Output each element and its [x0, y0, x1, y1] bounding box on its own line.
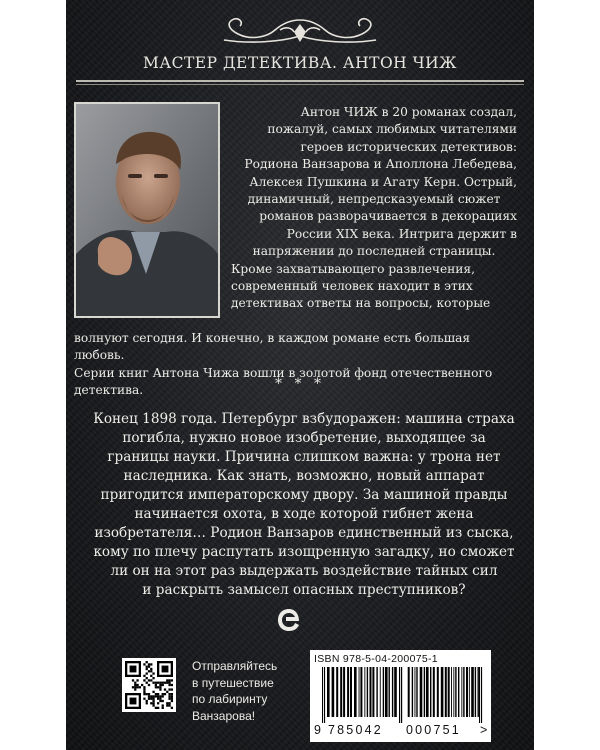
blurb-line: Конец 1898 года. Петербург взбудоражен: машина страха [93, 411, 515, 427]
author-bio [231, 104, 517, 313]
blurb-line: и раскрыть замысел опасных преступников? [142, 582, 466, 598]
bio-line: Серии книг Антона Чижа вошли в золотой фонд отечественного [74, 365, 493, 380]
divider-line-thin [76, 84, 524, 85]
bio-line: детективах ответы на вопросы, которые [231, 296, 491, 311]
ornamental-header-icon [220, 14, 380, 48]
blurb-line: изобретателя… Родион Ванзаров единственный из сыска, [94, 525, 514, 541]
blurb-line: границы науки. Причина слишком важна: у трона нет [107, 449, 501, 465]
barcode-digits [314, 723, 490, 739]
barcode-first-digit: 9 [314, 723, 321, 737]
isbn-barcode [310, 650, 491, 742]
bio-line: волнуют сегодня. И конечно, в каждом романе есть большая любовь. [74, 331, 471, 363]
author-photo [74, 102, 220, 318]
qr-caption-line: Отправляйтесь [192, 659, 278, 673]
bio-line: детектива. [74, 383, 144, 398]
qr-code-pattern [125, 661, 173, 709]
bio-line: пожалуй, самых любимых читателями [267, 122, 517, 137]
blurb-line: ли он на этот раз выдержать воздействие тайных сил [110, 563, 498, 579]
blurb-line: пригодится императорскому двору. За машиной правды [100, 487, 508, 503]
qr-caption [192, 658, 312, 724]
qr-caption-line: Ванзарова! [192, 708, 256, 723]
bio-line: России XIX века. Интрига держит в [286, 226, 517, 241]
isbn-number: ISBN 978-5-04-200075-1 [314, 653, 438, 665]
bio-line: Алексея Пушкина и Агату Керн. Острый, [249, 174, 517, 189]
blurb-line: начинается охота, в ходе которой гибнет жена [134, 506, 474, 522]
section-separator: * * * [275, 376, 325, 392]
bio-line: динамичный, непредсказуемый сюжет [247, 192, 501, 207]
author-portrait-image [76, 104, 218, 316]
divider-line [76, 80, 524, 82]
bio-line: Антон ЧИЖ в 20 романах создал, [300, 105, 517, 119]
bio-line: героев исторических детективов: [300, 139, 517, 154]
qr-code-icon[interactable] [122, 658, 176, 712]
qr-caption-line: в путешествие [192, 675, 274, 690]
bio-line: Кроме захватывающего развлечения, [231, 261, 475, 276]
bio-line: романов разворачивается в декорациях [259, 209, 517, 224]
book-back-cover [66, 0, 534, 750]
bio-line: напряжении до последней страницы. [252, 244, 496, 259]
series-title: МАСТЕР ДЕТЕКТИВА. АНТОН ЧИЖ [142, 54, 458, 72]
barcode-end-mark: > [480, 723, 488, 737]
bio-line: современный человек находит в этих [231, 279, 473, 294]
book-blurb [84, 410, 524, 600]
blurb-line: кому по плечу распутать изощренную загадку, но сможет [93, 544, 515, 560]
blurb-line: наследника. Как знать, возможно, новый аппарат [123, 468, 485, 484]
bio-line: Родиона Ванзарова и Аполлона Лебедева, [244, 157, 517, 172]
eksmo-logo-icon [275, 606, 303, 634]
barcode-bars [314, 667, 487, 723]
barcode-left-group: 785042 [328, 723, 383, 737]
blurb-line: погибла, нужно новое изобретение, выходящее за [122, 430, 486, 446]
barcode-right-group: 000751 [406, 723, 461, 737]
qr-caption-line: по лабиринту [192, 692, 268, 706]
